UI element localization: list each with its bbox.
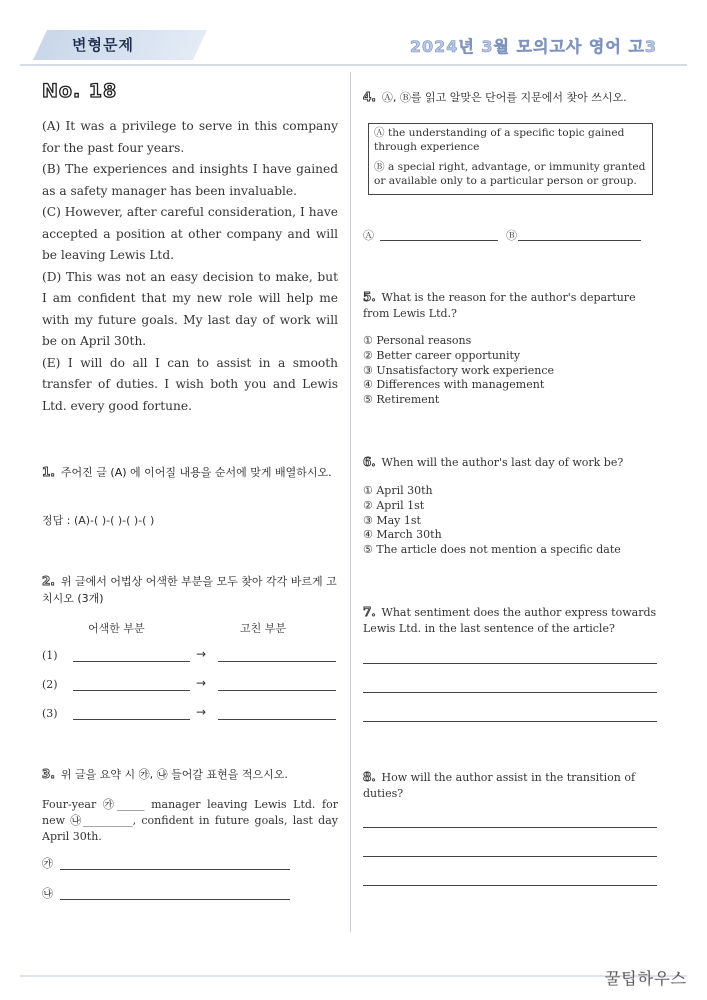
- q5-option-4[interactable]: ④ Differences with management: [363, 378, 545, 392]
- answer-line-fixed-3[interactable]: [218, 719, 336, 720]
- q6-option-3[interactable]: ③ May 1st: [363, 513, 421, 527]
- question-6-text: When will the author's last day of work be?: [381, 456, 624, 469]
- question-4-text: Ⓐ, Ⓑ를 읽고 알맞은 단어를 지문에서 찾아 쓰시오.: [381, 91, 627, 104]
- question-6: [363, 454, 658, 471]
- question-1: [42, 464, 338, 481]
- q5-option-3[interactable]: ③ Unsatisfactory work experience: [363, 363, 555, 377]
- passage-paragraph-e: (E) I will do all I can to assist in a smooth transfer of duties. I wish both you and Lewis Ltd. every good fortune.: [42, 355, 338, 413]
- question-8-text: How will the author assist in the transition of duties?: [363, 771, 636, 800]
- q8-answer-line-1[interactable]: [363, 827, 657, 828]
- q6-option-5[interactable]: ⑤ The article does not mention a specific date: [363, 543, 621, 557]
- header-tab-label: 변형문제: [72, 36, 134, 54]
- q7-answer-line-2[interactable]: [363, 692, 657, 693]
- row-label-1: (1): [42, 649, 58, 662]
- q6-option-2[interactable]: ② April 1st: [363, 498, 425, 512]
- answer-a-label: Ⓐ: [363, 229, 374, 242]
- answer-line-wrong-2[interactable]: [73, 690, 190, 691]
- question-3-number: 3.: [42, 767, 55, 781]
- exam-title: 2024년 3월 모의고사 영어 고3: [409, 37, 657, 56]
- blank-b-line[interactable]: [60, 899, 290, 900]
- blank-b-label: ㉯: [42, 887, 53, 900]
- question-2-text: 위 글에서 어법상 어색한 부분을 모두 찾아 각각 바르게 고치시오 (3개): [42, 575, 337, 605]
- question-3-text: 위 글을 요약 시 ㉮, ㉯ 들어갈 표현을 적으시오.: [60, 768, 288, 781]
- question-5-number: 5.: [363, 290, 376, 304]
- question-1-answer[interactable]: 정답 : (A)-( )-( )-( )-( ): [42, 514, 155, 527]
- problem-number: No. 18: [42, 80, 118, 102]
- question-5: [363, 289, 658, 322]
- answer-line-wrong-1[interactable]: [73, 661, 190, 662]
- question-4-number: 4.: [363, 90, 376, 104]
- summary-text: Four-year ㉮_____ manager leaving Lewis Ltd. for new ㉯_________, confident in future goals, last day April 30th.: [42, 798, 338, 843]
- answer-line-fixed-1[interactable]: [218, 661, 336, 662]
- q7-answer-line-3[interactable]: [363, 721, 657, 722]
- column-label-fixed: 고친 부분: [240, 622, 287, 635]
- q6-option-4[interactable]: ④ March 30th: [363, 528, 442, 542]
- q6-option-1[interactable]: ① April 30th: [363, 484, 433, 497]
- question-7: [363, 604, 658, 637]
- passage: [42, 116, 338, 417]
- q5-option-1[interactable]: ① Personal reasons: [363, 334, 472, 347]
- row-label-2: (2): [42, 678, 58, 691]
- arrow-2: →: [196, 676, 207, 690]
- question-5-options: [363, 334, 554, 408]
- passage-paragraph-a: (A) It was a privilege to serve in this company for the past four years.: [42, 119, 338, 155]
- passage-paragraph-b: (B) The experiences and insights I have gained as a safety manager has been invaluable.: [42, 162, 338, 198]
- blank-a-line[interactable]: [60, 869, 290, 870]
- arrow-3: →: [196, 705, 207, 719]
- definition-b: Ⓑ a special right, advantage, or immunity granted or available only to a particular person or group.: [374, 161, 646, 187]
- question-7-number: 7.: [363, 605, 376, 619]
- q5-option-2[interactable]: ② Better career opportunity: [363, 348, 521, 362]
- answer-line-fixed-2[interactable]: [218, 690, 336, 691]
- definition-box: [368, 123, 653, 195]
- q8-answer-line-2[interactable]: [363, 856, 657, 857]
- answer-b-label: Ⓑ: [506, 229, 517, 242]
- answer-line-wrong-3[interactable]: [73, 719, 190, 720]
- question-4: [363, 89, 663, 106]
- question-8-number: 8.: [363, 770, 376, 784]
- question-2: [42, 573, 338, 607]
- footer-logo: 꿀팁하우스: [604, 969, 687, 988]
- question-1-number: 1.: [42, 465, 55, 479]
- passage-paragraph-c: (C) However, after careful consideration, I have accepted a position at other company and will be leaving Lewis Ltd.: [42, 205, 338, 262]
- column-label-wrong: 어색한 부분: [88, 622, 145, 635]
- question-7-text: What sentiment does the author express towards Lewis Ltd. in the last sentence of the article?: [363, 606, 657, 635]
- definition-a: Ⓐ the understanding of a specific topic gained through experience: [374, 127, 625, 153]
- question-3: [42, 766, 338, 783]
- question-6-options: [363, 484, 621, 558]
- q5-option-5[interactable]: ⑤ Retirement: [363, 393, 440, 407]
- header-divider: [20, 64, 687, 66]
- q7-answer-line-1[interactable]: [363, 663, 657, 664]
- passage-paragraph-d: (D) This was not an easy decision to make, but I am confident that my new role will help me with my future goals. My last day of work will be on April 30th.: [42, 269, 338, 348]
- question-5-text: What is the reason for the author's departure from Lewis Ltd.?: [363, 291, 636, 320]
- answer-a-line[interactable]: [380, 240, 498, 241]
- question-6-number: 6.: [363, 455, 376, 469]
- question-2-number: 2.: [42, 574, 55, 588]
- blank-a-label: ㉮: [42, 857, 53, 870]
- arrow-1: →: [196, 647, 207, 661]
- row-label-3: (3): [42, 707, 58, 720]
- question-1-text: 주어진 글 (A) 에 이어질 내용을 순서에 맞게 배열하시오.: [60, 466, 332, 479]
- q8-answer-line-3[interactable]: [363, 885, 657, 886]
- question-8: [363, 769, 658, 802]
- footer-divider: [20, 975, 687, 977]
- column-divider: [350, 72, 351, 932]
- answer-b-line[interactable]: [518, 240, 641, 241]
